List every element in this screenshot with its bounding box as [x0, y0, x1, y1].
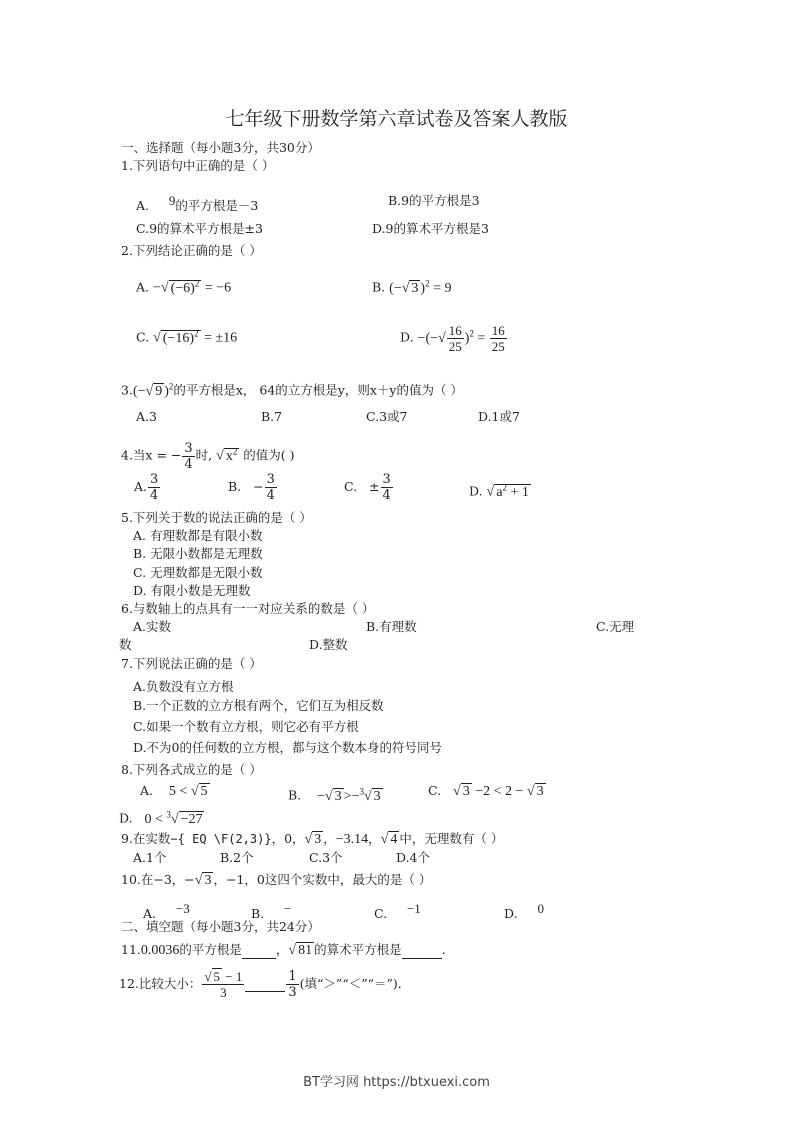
q6-stem: 6.与数轴上的点具有一一对应关系的数是（ ） [121, 601, 375, 616]
q8-stem: 8.下列各式成立的是（ ） [121, 762, 262, 777]
q11-blank-2[interactable] [402, 944, 442, 959]
q4-option-a: A. $\frac{3}{4}$ [134, 472, 159, 503]
q1-option-b: B.9的平方根是3 [388, 193, 480, 208]
q5-option-c: C. 无理数都是无限小数 [133, 565, 263, 580]
q1-option-a: A. $^9$的平方根是－3 [136, 193, 259, 214]
q3-stem: 3.(−√ 9 )$^2$的平方根是x， 64的立方根是y，则x＋y的值为（ ） [121, 381, 463, 399]
q2-option-c: C. √ $(-16)^2 = \pm 16$ [136, 328, 238, 346]
q8-option-b: B. −√ 3 >−$^3$√ 3 [288, 786, 381, 804]
q2-option-a: A. −√ $(-6)^2 = -6$ [136, 278, 232, 296]
q3-option-b: B.7 [261, 409, 283, 424]
q9-option-d: D.4个 [396, 850, 431, 865]
q6-option-a: A.实数 [133, 619, 172, 634]
q1-option-c: C.9的算术平方根是±3 [136, 221, 263, 236]
q5-stem: 5.下列关于数的说法正确的是（ ） [121, 510, 312, 525]
q4-option-d: D. √ $a^2 + 1$ [469, 482, 529, 500]
q10-option-b: B. − [251, 901, 292, 922]
q8-option-c: C. √ 3 −2 < 2 − √ 3 [428, 783, 544, 799]
q2-stem: 2.下列结论正确的是（ ） [121, 243, 262, 258]
q3-option-a: A.3 [136, 409, 157, 424]
q5-option-b: B. 无限小数都是无理数 [133, 546, 263, 561]
q12-blank[interactable] [245, 977, 285, 992]
q9-option-c: C.3个 [309, 850, 343, 865]
q3-option-d: D.1或7 [478, 409, 520, 424]
q6-option-d: D.整数 [309, 637, 348, 652]
q9-stem: 9.在实数−{ EQ \F(2,3)}，0，√ 3 ，−3.14，√ 4 中，无理数有（ ） [121, 831, 504, 847]
q10-stem: 10.在−3，−√ 3 ，−1，0这四个实数中，最大的是（ ） [121, 872, 432, 888]
q8-option-a: A. 5 < √ 5 [140, 783, 208, 799]
q7-option-c: C.如果一个数有立方根，则它必有平方根 [133, 719, 359, 734]
q6-option-b: B.有理数 [366, 619, 417, 634]
q11-blank-1[interactable] [242, 944, 276, 959]
section1-heading: 一、选择题（每小题3分，共30分） [121, 140, 320, 155]
q5-option-a: A. 有理数都是有限小数 [133, 528, 263, 543]
q5-option-d: D. 有限小数是无理数 [133, 583, 251, 598]
q4-option-c: C. ± $\frac{3}{4}$ [344, 472, 391, 503]
q2-option-b: B. (−√ 3 )$^2$ = 9 [372, 278, 452, 296]
section2-heading: 二、填空题（每小题3分，共24分） [121, 919, 320, 934]
q4-stem: 4.当x = − $\frac{3}{4}$ 时, √ $x^2$ 的值为( ) [121, 440, 295, 472]
q2-option-d: D. −(−√ $\frac{16}{25}$ )$^2$ = $\frac{16}{25}$ [400, 322, 505, 354]
q10-option-d: D. $^0$ [504, 901, 544, 922]
q7-stem: 7.下列说法正确的是（ ） [121, 656, 262, 671]
q9-option-b: B.2个 [220, 850, 254, 865]
q10-option-c: C. $^{-1}$ [374, 901, 421, 922]
q4-option-b: B. − $\frac{3}{4}$ [228, 472, 275, 503]
q3-option-c: C.3或7 [366, 409, 408, 424]
q6-option-c-continued: 数 [119, 637, 132, 652]
q6-option-c: C.无理 [596, 619, 635, 634]
q7-option-b: B.一个正数的立方根有两个，它们互为相反数 [133, 698, 384, 713]
footer-watermark: BT学习网 https://btxuexi.com [303, 1075, 490, 1090]
q12-stem: 12.比较大小： $\frac{√ 5 - 1}{3}$ $\frac{1}{3}$ (填“＞”“＜”“＝”)． [119, 969, 411, 1000]
q7-option-d: D.不为0的任何数的立方根，都与这个数本身的符号同号 [133, 740, 443, 755]
page-title: 七年级下册数学第六章试卷及答案人教版 [225, 108, 568, 130]
q9-option-a: A.1个 [133, 850, 167, 865]
q1-option-d: D.9的算术平方根是3 [372, 221, 489, 236]
q11-stem: 11.0.0036的平方根是 ，√ 81 的算术平方根是 . [121, 942, 446, 958]
q10-option-a: A. $^{-3}$ [143, 901, 190, 922]
q1-stem: 1.下列语句中正确的是（ ） [121, 158, 275, 173]
q8-option-d: D. 0 < $^3$√ −27 [119, 809, 203, 827]
q7-option-a: A.负数没有立方根 [133, 679, 234, 694]
